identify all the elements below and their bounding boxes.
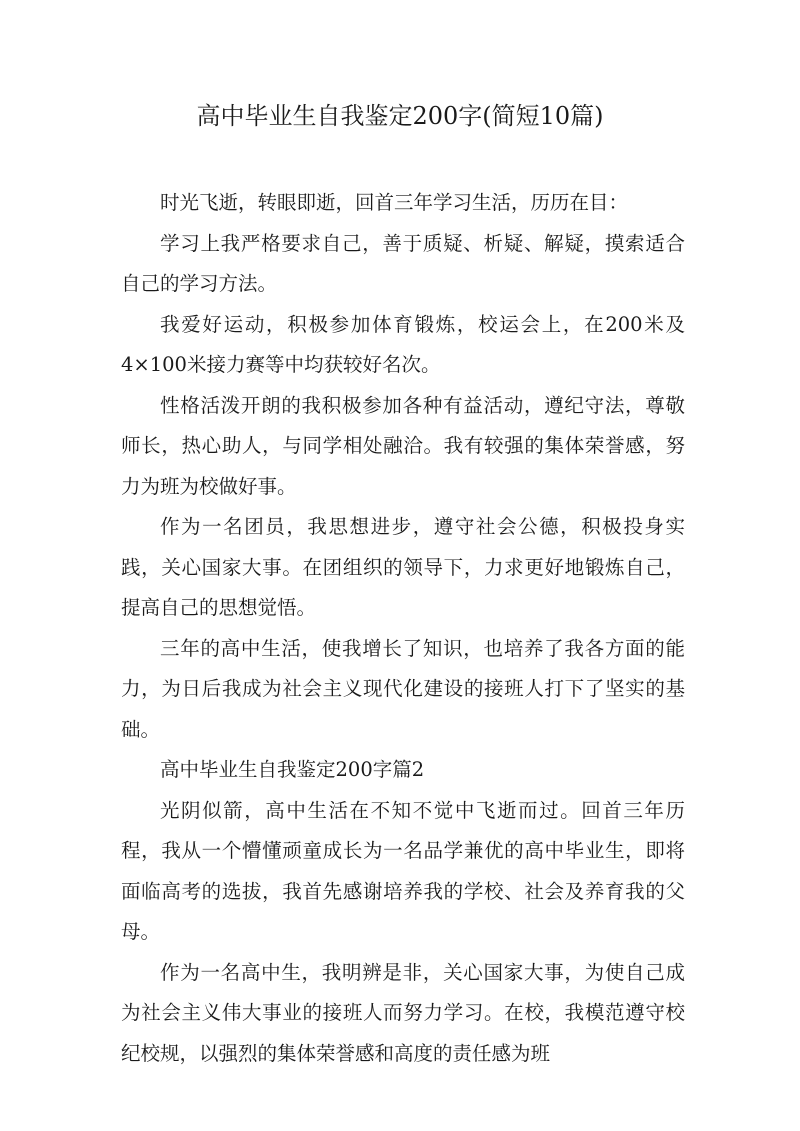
paragraph-league-member: 作为一名团员，我思想进步，遵守社会公德，积极投身实践，关心国家大事。在团组织的领导下，力求更好地锻炼自己，提高自己的思想觉悟。: [121, 515, 685, 619]
paragraph-time-flies: 光阴似箭，高中生活在不知不觉中飞逝而过。回首三年历程，我从一个懵懂顽童成长为一名品学兼优的高中毕业生，即将面临高考的选拔，我首先感谢培养我的学校、社会及养育我的父母。: [121, 798, 685, 943]
document-title: 高中毕业生自我鉴定200字(简短10篇): [196, 102, 604, 130]
paragraph-intro: 时光飞逝，转眼即逝，回首三年学习生活，历历在目：: [160, 191, 629, 214]
paragraph-personality: 性格活泼开朗的我积极参加各种有益活动，遵纪守法，尊敬师长，热心助人，与同学相处融洽。我有较强的集体荣誉感，努力为班为校做好事。: [121, 393, 685, 498]
paragraph-study: 学习上我严格要求自己，善于质疑、析疑、解疑，摸索适合自己的学习方法。: [121, 231, 685, 295]
section-heading-2: 高中毕业生自我鉴定200字篇2: [160, 758, 425, 781]
paragraph-high-school-student: 作为一名高中生，我明辨是非，关心国家大事，为使自己成为社会主义伟大事业的接班人而努力学习。在校，我模范遵守校纪校规，以强烈的集体荣誉感和高度的责任感为班: [121, 960, 685, 1065]
paragraph-sports: 我爱好运动，积极参加体育锻炼，校运会上，在200米及4×100米接力赛等中均获较好名次。: [121, 312, 685, 376]
document-body: [121, 183, 685, 1074]
paragraph-summary: 三年的高中生活，使我增长了知识，也培养了我各方面的能力，为日后我成为社会主义现代化建设的接班人打下了坚实的基础。: [121, 636, 685, 741]
